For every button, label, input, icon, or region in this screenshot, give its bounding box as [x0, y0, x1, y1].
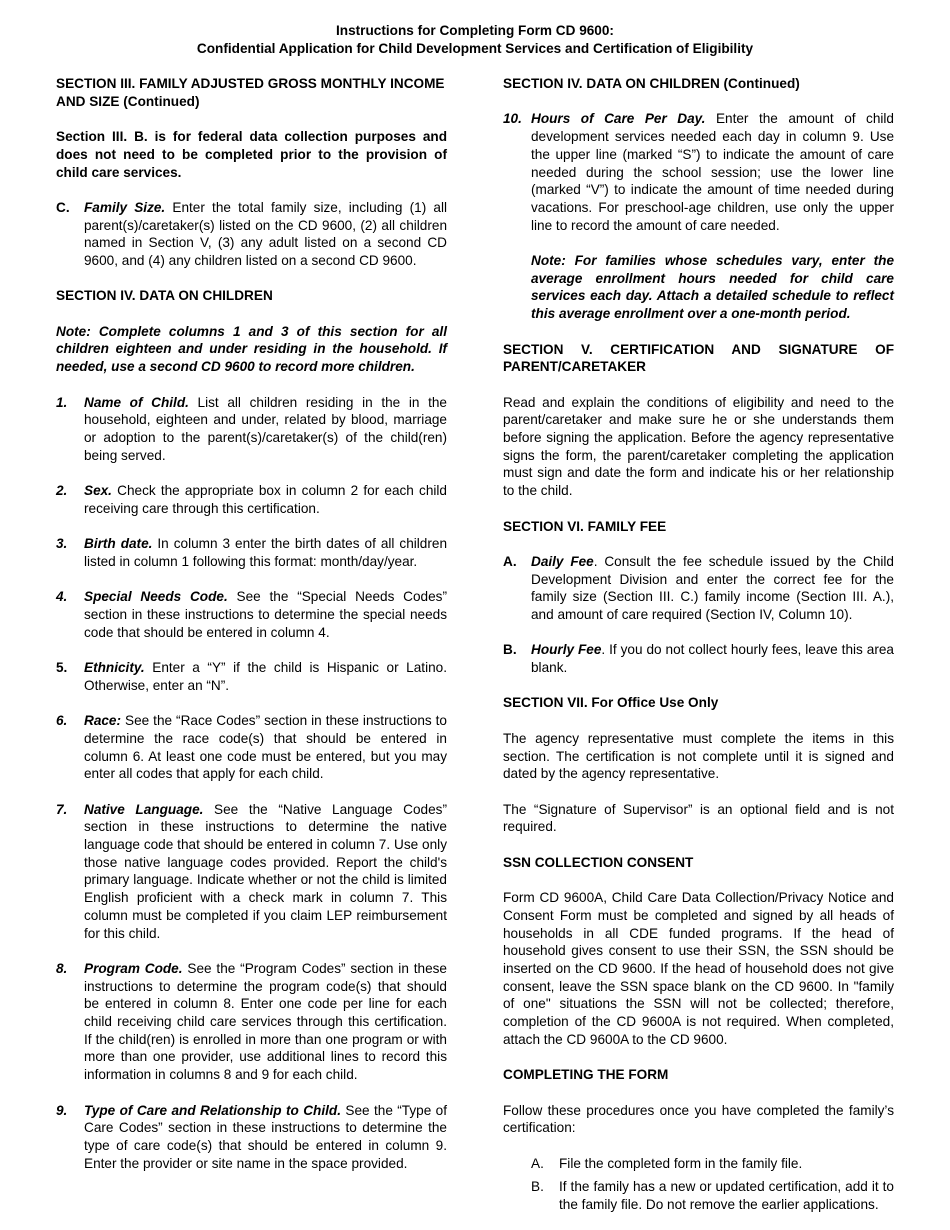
- item-10-hours-of-care: [503, 110, 894, 234]
- item-number: C.: [56, 199, 70, 215]
- item-number: A.: [503, 553, 517, 569]
- item-number: 7.: [56, 801, 68, 817]
- item-number: 5.: [56, 660, 68, 676]
- item-b-hourly-fee: [503, 641, 894, 676]
- item-number: 8.: [56, 960, 68, 976]
- item-text: See the “Race Codes” section in these instructions to determine the race code(s) that should be entered in column 6. At least one code must be entered, but you may enter all codes that apply for each child.: [84, 713, 447, 782]
- item-term: Family Size.: [84, 199, 166, 215]
- item-c-family-size: [56, 199, 447, 270]
- list-item: [56, 960, 447, 1084]
- list-item: [531, 1155, 894, 1173]
- section-5-text: Read and explain the conditions of eligibility and need to the parent/caretaker and make sure he or she understands them before signing the application. Before the agency representative signs the form, the parent/caretaker completing the application must sign and date the form and indicate his or her relationship to the child.: [503, 394, 894, 499]
- completion-steps: [531, 1155, 894, 1214]
- list-item: [56, 801, 447, 943]
- item-term: Name of Child.: [84, 394, 189, 410]
- section-4-continued-title: SECTION IV. DATA ON CHILDREN (Continued): [503, 76, 800, 91]
- section-6-title: SECTION VI. FAMILY FEE: [503, 518, 667, 534]
- ssn-consent-text: Form CD 9600A, Child Care Data Collection/Privacy Notice and Consent Form must be completed and signed by all heads of households in all CDE funded programs. If the head of household gives consent to use their SSN, the SSN should be inserted on the CD 9600. If the head of household does not give consent, leave the SSN space blank on the CD 9600. In "family of one" situations the SSN will not be collected; therefore, completion of the CD 9600A is not required. When completed, attach the CD 9600A to the CD 9600.: [503, 890, 894, 1047]
- item-number: 2.: [56, 483, 68, 499]
- item-term: Race:: [84, 713, 122, 729]
- completing-form-text: Follow these procedures once you have completed the family’s certification:: [503, 1102, 894, 1136]
- step-letter: B.: [531, 1179, 544, 1195]
- left-column: [56, 75, 447, 1190]
- item-number: 10.: [503, 111, 522, 127]
- item-term: Program Code.: [84, 960, 183, 976]
- header-line-2: Confidential Application for Child Development Services and Certification of Eligibility: [196, 41, 754, 56]
- item-text: List all children residing in the in the household, eighteen and under, related by blood, marriage or adoption to the parent(s)/caretaker(s) of the child(ren) being served.: [84, 394, 447, 463]
- item-10-note: Note: For families whose schedules vary, enter the average enrollment hours needed for child care services each day. Attach a detailed schedule to reflect this average enrollment over a one-month period.: [531, 253, 894, 322]
- right-column: [503, 75, 894, 1220]
- section-3b-text: Section III. B. is for federal data collection purposes and does not need to be completed prior to the provision of child care services.: [56, 129, 447, 180]
- section-5-title: SECTION V. CERTIFICATION AND SIGNATURE OF PARENT/CARETAKER: [503, 341, 894, 375]
- item-text: Enter the amount of child development services needed each day in column 9. Use the upper line (marked “S”) to indicate the amount of care needed during the school session; use the lower line (marked “V”) to indicate the amount of time needed during vacations. For preschool-age children, use only the upper line to record the amount of care needed.: [531, 111, 894, 233]
- item-text: In column 3 enter the birth dates of all children listed in column 1 following this format: month/day/year.: [84, 536, 448, 569]
- item-number: 3.: [56, 536, 68, 552]
- item-term: Daily Fee: [531, 553, 594, 569]
- ssn-consent-title: SSN COLLECTION CONSENT: [503, 854, 694, 870]
- list-item: [56, 535, 447, 570]
- item-term: Type of Care and Relationship to Child.: [84, 1102, 341, 1118]
- list-item: [56, 394, 447, 465]
- list-item: [56, 712, 447, 783]
- list-item: [56, 659, 447, 694]
- item-term: Ethnicity.: [84, 660, 145, 676]
- section-4-title: SECTION IV. DATA ON CHILDREN: [56, 288, 273, 304]
- item-term: Sex.: [84, 483, 112, 499]
- item-term: Birth date.: [84, 536, 153, 552]
- step-letter: A.: [531, 1155, 544, 1171]
- step-text: File the completed form in the family file.: [559, 1155, 803, 1171]
- section-3-title: SECTION III. FAMILY ADJUSTED GROSS MONTHLY INCOME AND SIZE (Continued): [56, 76, 445, 109]
- section-4-note: Note: Complete columns 1 and 3 of this section for all children eighteen and under residing in the household. If needed, use a second CD 9600 to record more children.: [56, 323, 447, 375]
- item-text: . If you do not collect hourly fees, leave this area blank.: [531, 642, 894, 676]
- document-header: [0, 22, 950, 58]
- section-7-title: SECTION VII. For Office Use Only: [503, 695, 719, 711]
- list-item: [56, 588, 447, 641]
- header-line-1: Instructions for Completing Form CD 9600:: [336, 23, 614, 38]
- item-term: Special Needs Code.: [84, 589, 228, 605]
- item-text: See the “Type of Care Codes” section in these instructions to determine the type of care code(s) that should be entered in column 9. Enter the provider or site name in the space provided.: [84, 1102, 448, 1171]
- item-text: Enter the total family size, including (1) all parent(s)/caretaker(s) listed on the CD 9600, (2) all children named in Section V, (3) any adult listed on a second CD 9600, and (4) any children listed on a second CD 9600.: [84, 199, 447, 268]
- step-text: If the family has a new or updated certification, add it to the family file. Do not remove the earlier applications.: [559, 1179, 894, 1213]
- item-number: 9.: [56, 1102, 68, 1118]
- item-number: 4.: [56, 589, 68, 605]
- item-number: 1.: [56, 394, 68, 410]
- list-item: [531, 1178, 894, 1213]
- list-item: [56, 1102, 447, 1173]
- item-text: Check the appropriate box in column 2 for each child receiving care through this certification.: [84, 483, 447, 516]
- item-text: Enter a “Y” if the child is Hispanic or Latino. Otherwise, enter an “N”.: [84, 660, 447, 693]
- completing-form-title: COMPLETING THE FORM: [503, 1067, 669, 1083]
- item-number: 6.: [56, 713, 68, 729]
- item-a-daily-fee: [503, 553, 894, 624]
- item-text: . Consult the fee schedule issued by the Child Development Division and enter the correct fee for the family size (Section III. C.) family income (Section III. A.), and amount of care required (Section IV, Column 10).: [531, 553, 894, 622]
- item-text: See the “Program Codes” section in these instructions to determine the program code(s) that should be entered in column 8. Enter one code per line for each child receiving child care services through this certification. If the child(ren) is enrolled in more than one program or with more than one provider, use additional lines to record this information in columns 8 and 9 for each child.: [84, 960, 447, 1083]
- item-text: See the “Special Needs Codes” section in these instructions to determine the special needs code that should be entered in column 4.: [84, 589, 447, 640]
- item-term: Native Language.: [84, 801, 204, 817]
- item-term: Hourly Fee: [531, 642, 602, 658]
- item-number: B.: [503, 642, 517, 658]
- section-7-text-1: The agency representative must complete the items in this section. The certification is not complete until it is signed and dated by the agency representative.: [503, 730, 894, 782]
- item-text: See the “Native Language Codes” section in these instructions to determine the native language code that should be entered in column 7. Use only those native language codes provided. Report the child's primary language. Indicate whether or not the child is limited English proficient with a check mark in column 7. This column must be completed if you claim LEP reimbursement for this child.: [84, 801, 447, 941]
- list-item: [56, 482, 447, 517]
- item-term: Hours of Care Per Day.: [531, 111, 706, 127]
- section-7-text-2: The “Signature of Supervisor” is an optional field and is not required.: [503, 801, 894, 835]
